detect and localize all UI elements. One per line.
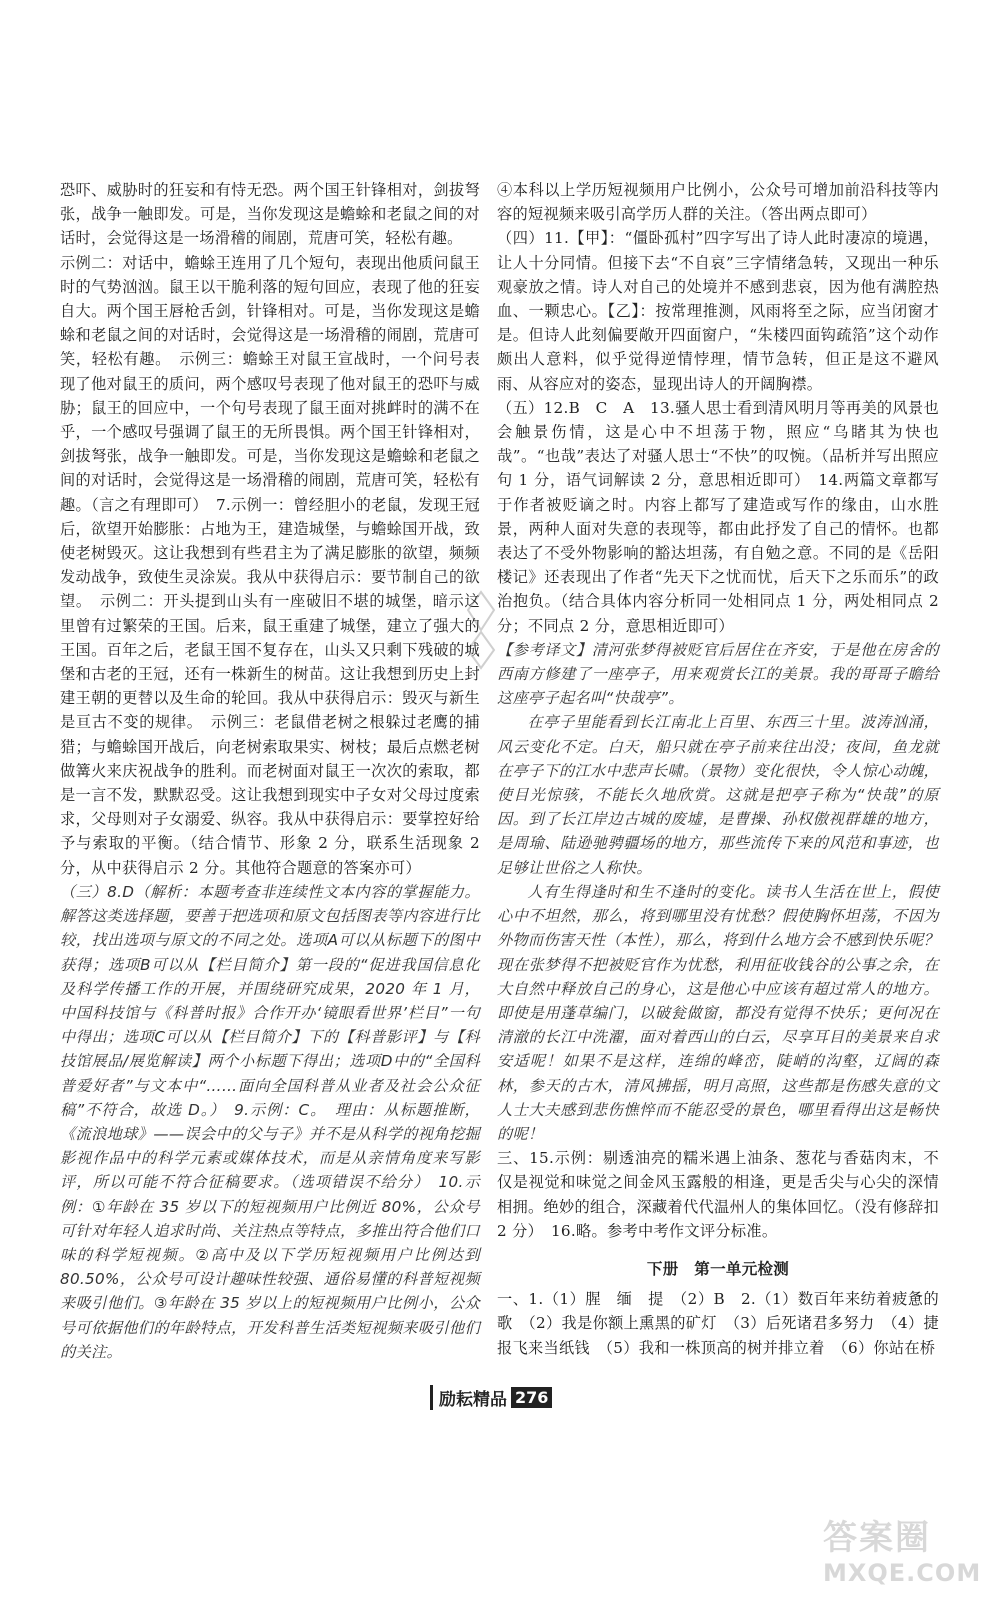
left-paragraph-1: 恐吓、威胁时的狂妄和有恃无恐。两个国王针锋相对，剑拔弩张，战争一触即发。可是，当你发现这是蟾蜍和老鼠之间的对话时，会觉得这是一场滑稽的闹剧，荒唐可笑，轻松有趣。	[60, 181, 480, 248]
translation-paragraph-1: 【参考译文】清河张梦得被贬官后居住在齐安，于是他在房舍的西南方修建了一座亭子，用来观赏长江的美景。我的哥哥子瞻给这座亭子起名叫“快哉亭”。	[497, 640, 939, 708]
left-column	[60, 178, 480, 1364]
translation-paragraph-2: 在亭子里能看到长江南北上百里、东西三十里。波涛汹涌，风云变化不定。白天，船只就在亭子前来往出没；夜间，鱼龙就在亭子下的江水中悲声长啸。（景物）变化很快，令人惊心动魄，使目光惊骇，不能长久地欣赏。这就是把亭子称为“快哉”的原因。到了长江岸边古城的废墟，是曹操、孙权傲视群雄的地方，是周瑜、陆逊驰骋疆场的地方，那些流传下来的风范和事迹，也足够让世俗之人称快。	[497, 713, 939, 877]
right-paragraph-2: （四）11.【甲】：“僵卧孤村”四字写出了诗人此时凄凉的境遇，让人十分同情。但接下去“不自哀”三字情绪急转，又现出一种乐观豪放之情。诗人对自己的处境并不感到悲哀，因为他有满腔热血、一颗忠心。【乙】：按常理推测，风雨将至之际，应当闭窗才是。但诗人此刻偏要敞开四面窗户，“朱楼四面钩疏箔”这个动作颇出人意料，似乎觉得逆情悖理，情节急转，但正是这不避风雨、从容应对的姿态，显现出诗人的开阔胸襟。	[497, 229, 939, 393]
right-paragraph-3: （五）12.B C A 13.骚人思士看到清风明月等再美的风景也会触景伤情，这是心中不坦荡于物，照应“乌睹其为快也哉”。“也哉”表达了对骚人思士“不快”的叹惋。（品析并写出照应句 1 分，语气词解读 2 分，意思相近即可） 14.两篇文章都写于作者被贬谪之时。内容上都写了建造或写作的缘由，山水胜景，两种人面对失意的表现等，都由此抒发了自己的情怀。也都表达了不受外物影响的豁达坦荡，有自勉之意。不同的是《岳阳楼记》还表现出了作者“先天下之忧而忧，后天下之乐而乐”的政治抱负。（结合具体内容分析同一处相同点 1 分，两处相同点 2 分；不同点 2 分，意思相近即可）	[497, 398, 939, 635]
watermark	[823, 1510, 982, 1587]
right-paragraph-7: 三、15.示例：剔透油亮的糯米遇上油条、葱花与香菇肉末，不仅是视觉和味觉之间金风玉露般的相逢，更是舌尖与心尖的深情相拥。绝妙的组合，深藏着代代温州人的集体回忆。（没有修辞扣 2 分） 16.略。参考中考作文评分标准。	[497, 1149, 939, 1240]
watermark-logo: 答案圈	[823, 1518, 931, 1558]
left-paragraph-2: 示例二：对话中，蟾蜍王连用了几个短句，表现出他质问鼠王时的气势汹汹。鼠王以干脆利落的短句回应，表现了他的狂妄自大。两个国王唇枪舌剑，针锋相对。可是，当你发现这是蟾蜍和老鼠之间的对话时，会觉得这是一场滑稽的闹剧，荒唐可笑，轻松有趣。 示例三：蟾蜍王对鼠王宣战时，一个问号表现了他对鼠王的质问，两个感叹号表现了他对鼠王的恐吓与威胁；鼠王的回应中，一个句号表现了鼠王面对挑衅时的满不在乎，一个感叹号强调了鼠王的无所畏惧。两个国王针锋相对，剑拔弩张，战争一触即发。可是，当你发现这是蟾蜍和老鼠之间的对话时，会觉得这是一场滑稽的闹剧，荒唐可笑，轻松有趣。（言之有理即可） 7.示例一：曾经胆小的老鼠，发现王冠后，欲望开始膨胀：占地为王，建造城堡，与蟾蜍国开战，致使老树毁灭。这让我想到有些君主为了满足膨胀的欲望，频频发动战争，致使生灵涂炭。我从中获得启示：要节制自己的欲望。 示例二：开头提到山头有一座破旧不堪的城堡，暗示这里曾有过繁荣的王国。后来，鼠王重建了城堡，建立了强大的王国。百年之后，老鼠王国不复存在，山头又只剩下残破的城堡和古老的王冠，还有一株新生的树苗。这让我想到历史上封建王朝的更替以及生命的轮回。我从中获得启示：毁灭与新生是亘古不变的规律。 示例三：老鼠借老树之根躲过老鹰的捕猎；与蟾蜍国开战后，向老树索取果实、树枝；最后点燃老树做篝火来庆祝战争的胜利。而老树面对鼠王一次次的索取，都是一言不发，默默忍受。这让我想到现实中子女对父母过度索求，父母则对子女溺爱、纵容。我从中获得启示：要掌控好给予与索取的平衡。（结合情节、形象 2 分，联系生活现象 2 分，从中获得启示 2 分。其他符合题意的答案亦可）	[60, 253, 480, 877]
page-footer	[430, 1385, 552, 1410]
brand-label: 励耘精品	[430, 1385, 507, 1410]
left-paragraph-3: （三）8.D（解析：本题考查非连续性文本内容的掌握能力。解答这类选择题，要善于把选项和原文包括图表等内容进行比较，找出选项与原文的不同之处。选项A可以从标题下的图中获得；选项B可以从【栏目简介】第一段的“促进我国信息化及科学传播工作的开展，并围绕研究成果，2020 年 1 月，中国科技馆与《科普时报》合作开办‘镜眼看世界’栏目”一句中得出；选项C可以从【栏目简介】下的【科普影评】与【科技馆展品/展览解读】两个小标题下得出；选项D中的“全国科普爱好者”与文本中“……面向全国科普从业者及社会公众征稿”不符合，故选 D。） 9.示例：C。 理由：从标题推断，《流浪地球》——误会中的父与子》并不是从科学的视角挖掘影视作品中的科学元素或媒体技术，而是从亲情角度来写影评，所以可能不符合征稿要求。（选项错误不给分） 10.示例：①年龄在 35 岁以下的短视频用户比例近 80%，公众号可针对年轻人追求时尚、关注热点等特点，多推出符合他们口味的科学短视频。②高中及以下学历短视频用户比例达到 80.50%，公众号可设计趣味性较强、通俗易懂的科普短视频来吸引他们。③年龄在 35 岁以上的短视频用户比例小，公众号可依据他们的年龄特点，开发科普生活类短视频来吸引他们的关注。	[60, 882, 480, 1361]
section-heading: 下册 第一单元检测	[646, 1259, 790, 1278]
watermark-url: MXQE.COM	[823, 1559, 982, 1587]
page-number: 276	[511, 1387, 552, 1408]
right-paragraph-8: 一、1.（1）腥 缅 提 （2）B 2.（1）数百年来纺着疲惫的歌 （2）我是你额上熏黑的矿灯 （3）后死诸君多努力 （4）捷报飞来当纸钱 （5）我和一株顶高的树并排立着 （6）你站在桥	[497, 1290, 939, 1357]
stamp-mark	[466, 590, 496, 670]
right-paragraph-1: ④本科以上学历短视频用户比例小，公众号可增加前沿科技等内容的短视频来吸引高学历人群的关注。（答出两点即可）	[497, 181, 939, 224]
right-column	[497, 178, 939, 1360]
translation-paragraph-3: 人有生得逢时和生不逢时的变化。读书人生活在世上，假使心中不坦然，那么，将到哪里没有忧愁？假使胸怀坦荡，不因为外物而伤害天性（本性），那么，将到什么地方会不感到快乐呢？现在张梦得不把被贬官作为忧愁，利用征收钱谷的公事之余，在大自然中释放自己的身心，这是他心中应该有超过常人的地方。即使是用蓬草编门，以破瓮做窗，都没有觉得不快乐；更何况在清澈的长江中洗濯，面对着西山的白云，尽享耳目的美景来自求安适呢！如果不是这样，连绵的峰峦，陡峭的沟壑，辽阔的森林，参天的古木，清风拂摇，明月高照，这些都是伤感失意的文人士大夫感到悲伤憔悴而不能忍受的景色，哪里看得出这是畅快的呢！	[497, 882, 939, 1143]
